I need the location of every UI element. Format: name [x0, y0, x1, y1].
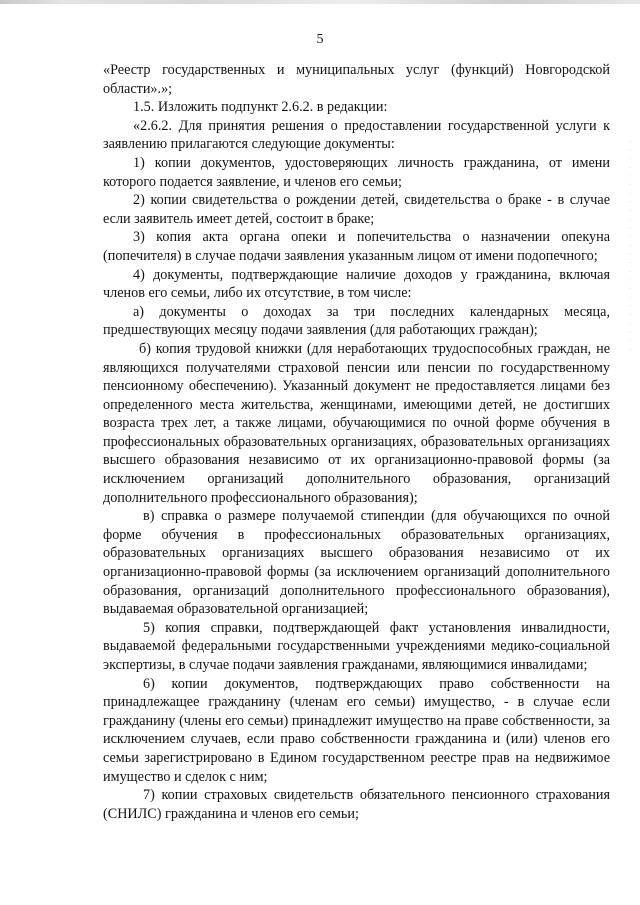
list-item-4v: в) справка о размере получаемой стипендии (для обучающихся по очной форме обучения в профессиональных образовательных организациях, образовательных организациях высшего образования независимо от их организационно-правовой формы (за исключением организаций дополнительного образования, организаций дополнительного профессионального образования), выдаваемая образовательной организацией; [103, 508, 610, 618]
list-item-6: 6) копии документов, подтверждающих право собственности на принадлежащее гражданину (членам его семьи) имущество, - в случае если гражданину (члены его семьи) принадлежит имущество на праве собственности, за исключением случаев, если право собственности гражданина и (или) членов его семьи зарегистрировано в Едином государственном реестре прав на недвижимое имущество и сделок с ним; [103, 675, 610, 785]
list-item-5: 5) копия справки, подтверждающей факт установления инвалидности, выдаваемой федеральными государственными учреждениями медико-социальной экспертизы, в случае подачи заявления гражданами, являющимися инвалидами; [103, 619, 610, 673]
list-item-4b: б) копия трудовой книжки (для неработающих трудоспособных граждан, не являющихся получателями страховой пенсии или пенсии по государственному пенсионному обеспечению). Указанный документ не предоставляется лицами без определенного места жительства, женщинами, имеющими детей, не достигших возраста трех лет, а также лицами, обучающимися по очной форме обучения в профессиональных образовательных организациях, образовательных организациях высшего образования независимо от их организационно-правовой формы (за исключением организаций дополнительного образования, организаций дополнительного профессионального образования); [103, 340, 610, 506]
list-item-4a: а) документы о доходах за три последних календарных месяца, предшествующих месяцу подачи заявления (для работающих граждан); [103, 303, 610, 339]
list-item-4: 4) документы, подтверждающие наличие доходов у гражданина, включая членов его семьи, либо их отсутствие, в том числе: [103, 266, 610, 302]
page-number: 5 [316, 32, 324, 47]
paragraph-registry-continuation: «Реестр государственных и муниципальных услуг (функций) Новгородской области».»; [103, 62, 610, 97]
list-item-7: 7) копии страховых свидетельств обязательного пенсионного страхования (СНИЛС) гражданина и членов его семьи; [103, 787, 610, 822]
paragraph-subclause-2-6-2: «2.6.2. Для принятия решения о предоставлении государственной услуги к заявлению прилагаются следующие документы: [103, 117, 610, 153]
list-item-1: 1) копии документов, удостоверяющих личность гражданина, от имени которого подается заявление, и членов его семьи; [103, 154, 610, 190]
document-body [103, 61, 610, 823]
paragraph-item-1-5: 1.5. Изложить подпункт 2.6.2. в редакции: [133, 99, 388, 116]
list-item-3: 3) копия акта органа опеки и попечительства о назначении опекуна (попечителя) в случае подачи заявления указанным лицом от имени подопечного; [103, 229, 610, 264]
scan-margin-noise: · · · · · · · · · · · · · · · · · · · · · · · · · [625, 140, 634, 353]
list-item-2: 2) копии свидетельства о рождении детей, свидетельства о браке - в случае если заявитель имеет детей, состоит в браке; [103, 192, 610, 227]
scan-edge-artifact [0, 0, 640, 4]
